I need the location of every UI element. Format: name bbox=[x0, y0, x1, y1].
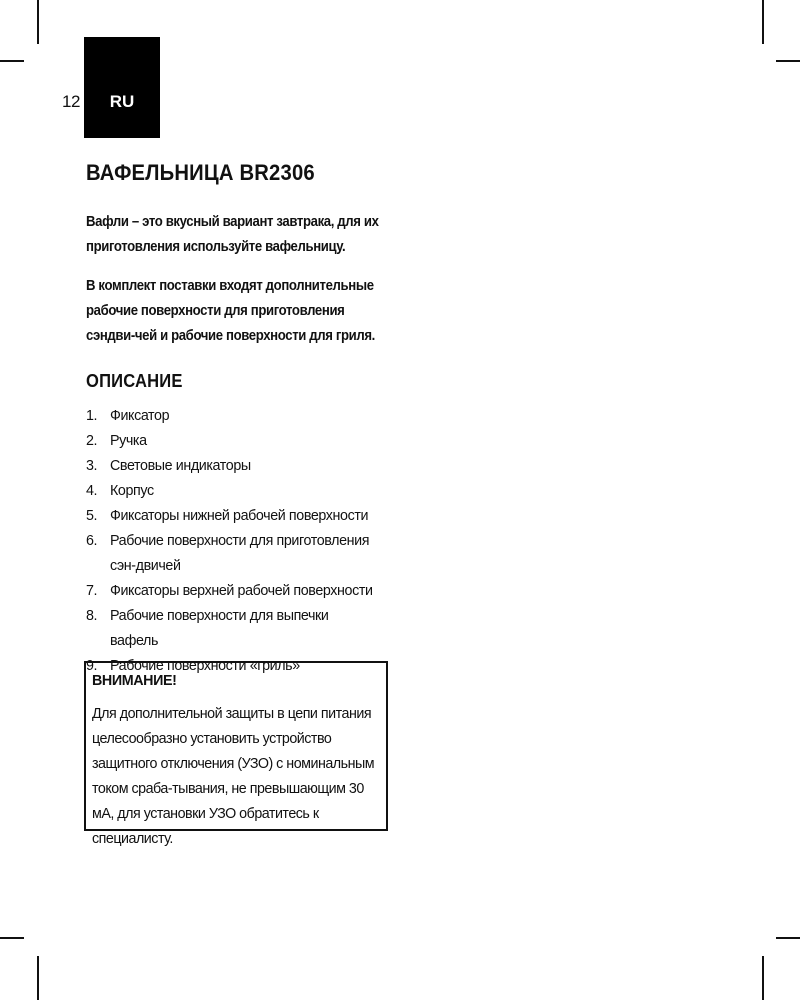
description-list bbox=[86, 404, 396, 679]
language-tab bbox=[84, 37, 160, 138]
section-title: ОПИСАНИЕ bbox=[86, 371, 183, 391]
main-content bbox=[86, 160, 396, 679]
crop-mark bbox=[37, 0, 39, 44]
crop-mark bbox=[37, 956, 39, 1000]
list-item: 7. Фиксаторы верхней рабочей поверхности bbox=[86, 583, 373, 599]
page-number: 12 bbox=[62, 92, 80, 111]
intro-paragraph: Вафли – это вкусный вариант завтрака, для их приготовления используйте вафельницу. bbox=[86, 214, 379, 255]
list-item: 4. Корпус bbox=[86, 483, 154, 499]
list-item: 6. Рабочие поверхности для приготовления сэн-двичей bbox=[86, 533, 370, 574]
crop-mark bbox=[776, 937, 800, 939]
crop-mark bbox=[762, 0, 764, 44]
list-item: 3. Световые индикаторы bbox=[86, 458, 251, 474]
list-item: 5. Фиксаторы нижней рабочей поверхности bbox=[86, 508, 369, 524]
page-title: ВАФЕЛЬНИЦА BR2306 bbox=[86, 160, 315, 185]
list-item: 2. Ручка bbox=[86, 433, 147, 449]
package-paragraph: В комплект поставки входят дополнительные рабочие поверхности для приготовления сэндви-чей и рабочие поверхности для гриля. bbox=[86, 278, 375, 344]
list-item: 1. Фиксатор bbox=[86, 408, 170, 424]
warning-box bbox=[84, 661, 388, 847]
warning-title: ВНИМАНИЕ! bbox=[92, 673, 177, 689]
crop-mark bbox=[776, 60, 800, 62]
list-item: 9. Рабочие поверхности «гриль» bbox=[86, 658, 300, 674]
crop-mark bbox=[0, 60, 24, 62]
list-item: 8. Рабочие поверхности для выпечки вафель bbox=[86, 608, 329, 649]
crop-mark bbox=[0, 937, 24, 939]
crop-mark bbox=[762, 956, 764, 1000]
language-label: RU bbox=[109, 91, 135, 111]
warning-text: Для дополнительной защиты в цепи питания целесообразно установить устройство защитного отключения (УЗО) с номинальным током сраба-тывания, не превышающим 30 мА, для установки УЗО обратитесь к специалисту. bbox=[92, 706, 375, 847]
